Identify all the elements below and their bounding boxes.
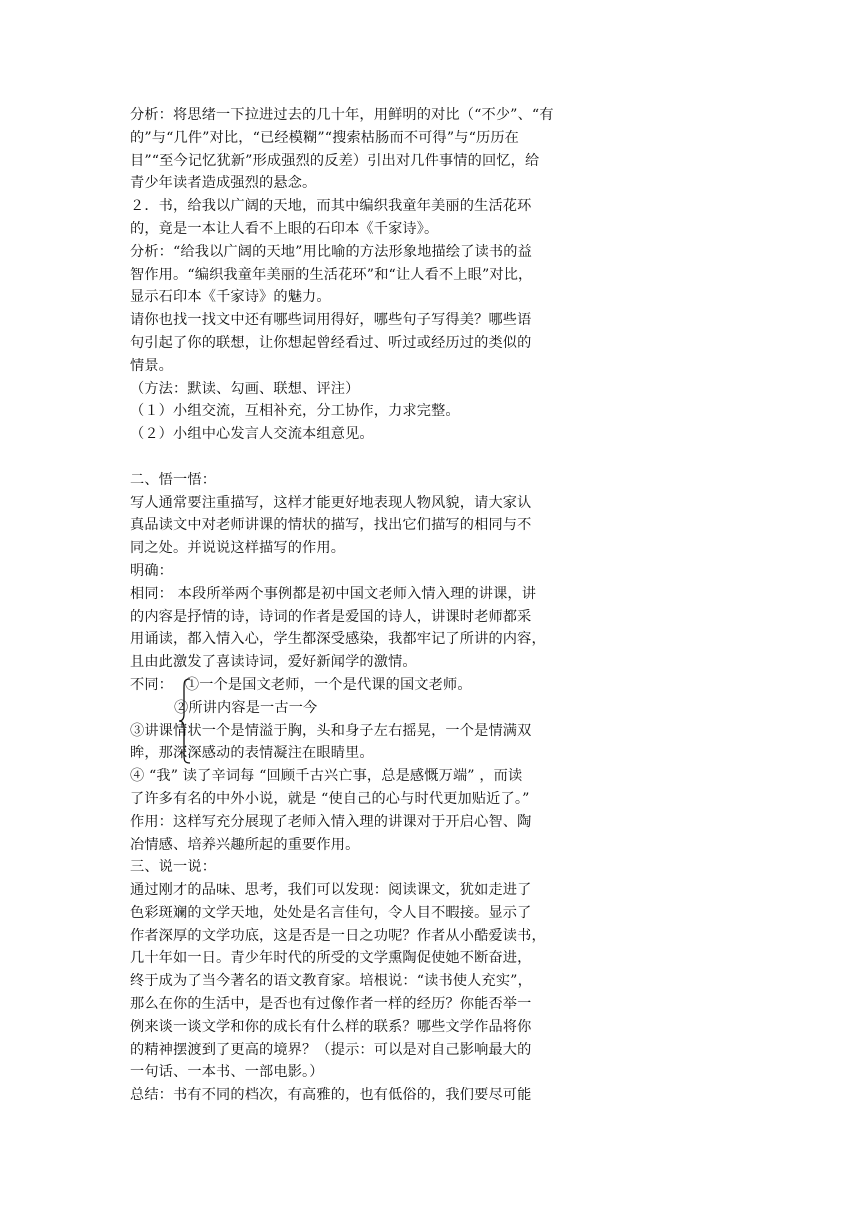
text-line: ②所讲内容是一古一今 (174, 699, 318, 716)
section-heading: 三、说一说： (130, 859, 217, 876)
text-line: 写人通常要注重描写，这样才能更好地表现人物风貌，请大家认 (130, 494, 532, 511)
text-line: 通过刚才的品味、思考，我们可以发现：阅读课文，犹如走进了 (130, 882, 532, 899)
text-line: 不同： ①一个是国文老师，一个是代课的国文老师。 (130, 676, 472, 693)
text-line: （１）小组交流，互相补充，分工协作，力求完整。 (130, 403, 460, 420)
text-line: 总结：书有不同的档次，有高雅的，也有低俗的，我们要尽可能 (130, 1087, 532, 1104)
text-line: 作者深厚的文学功底，这是否是一日之功呢？作者从小酷爱读书， (130, 927, 546, 944)
text-line: 且由此激发了喜读诗词，爱好新闻学的激情。 (130, 654, 417, 671)
blank-line (130, 446, 560, 469)
text-line: ④ “我” 读了辛词每 “回顾千古兴亡事，总是感慨万端” ，而读 (130, 768, 523, 785)
text-line: 那么在你的生活中，是否也有过像作者一样的经历？你能否举一 (130, 996, 532, 1013)
text-line: 分析：将思绪一下拉进过去的几十年，用鲜明的对比（“不少”、“有 (130, 107, 554, 123)
text-line: 终于成为了当今著名的语文教育家。培根说：“读书使人充实”， (130, 973, 532, 990)
text-line: 例来谈一谈文学和你的成长有什么样的联系？哪些文学作品将你 (130, 1018, 532, 1035)
text-line: 智作用。“编织我童年美丽的生活花环”和“让人看不上眼”对比， (130, 266, 533, 283)
text-line: 情景。 (130, 357, 174, 374)
text-line: 明确： (130, 562, 174, 579)
text-line: ③讲课情状一个是情溢于胸，头和身子左右摇晃，一个是情满双 (130, 722, 532, 739)
text-line: 作用：这样写充分展现了老师入情入理的讲课对于开启心智、陶 (130, 813, 532, 830)
section-heading: 二、悟一悟： (130, 471, 217, 488)
text-line: 冶情感、培养兴趣所起的重要作用。 (130, 836, 360, 853)
text-line: 色彩斑斓的文学天地，处处是名言佳句，令人目不暇接。显示了 (130, 904, 532, 921)
text-line: （２）小组中心发言人交流本组意见。 (130, 426, 374, 443)
text-line: 的精神摆渡到了更高的境界？（提示：可以是对自己影响最大的 (130, 1041, 532, 1058)
document-body (130, 104, 560, 1107)
text-line: 真品读文中对老师讲课的情状的描写，找出它们描写的相同与不 (130, 517, 532, 534)
text-line: 青少年读者造成强烈的悬念。 (130, 175, 317, 192)
text-line: 一句话、一本书、一部电影。） (130, 1064, 324, 1081)
text-line: 几十年如一日。青少年时代的所受的文学熏陶促使她不断奋进， (130, 950, 532, 967)
text-line: 相同： 本段所举两个事例都是初中国文老师入情入理的讲课，讲 (130, 585, 537, 602)
text-line: ２．书，给我以广阔的天地，而其中编织我童年美丽的生活花环 (130, 198, 532, 215)
text-line: 了许多有名的中外小说，就是 “使自己的心与时代更加贴近了。” (130, 790, 530, 807)
text-line: 的内容是抒情的诗，诗词的作者是爱国的诗人，讲课时老师都采 (130, 608, 532, 625)
text-line: 用诵读，都入情入心，学生都深受感染，我都牢记了所讲的内容， (130, 631, 546, 648)
text-line: 的，竟是一本让人看不上眼的石印本《千家诗》。 (130, 220, 439, 237)
text-line: 同之处。并说说这样描写的作用。 (130, 540, 346, 557)
text-line: 句引起了你的联想，让你想起曾经看过、听过或经历过的类似的 (130, 334, 532, 351)
text-line: 眸，那深深感动的表情凝注在眼睛里。 (130, 745, 374, 762)
text-line: 的”与“几件”对比，“已经模糊”“搜索枯肠而不可得”与“历历在 (130, 129, 519, 146)
text-line: 显示石印本《千家诗》的魅力。 (130, 289, 331, 306)
text-line: 目”“至今记忆犹新”形成强烈的反差）引出对几件事情的回忆，给 (130, 152, 540, 169)
text-line: （方法：默读、勾画、联想、评注） (130, 380, 360, 397)
text-line: 分析：“给我以广阔的天地”用比喻的方法形象地描绘了读书的益 (130, 243, 532, 260)
brace-bracket (178, 678, 192, 764)
text-line: 请你也找一找文中还有哪些词用得好，哪些句子写得美？哪些语 (130, 312, 532, 329)
